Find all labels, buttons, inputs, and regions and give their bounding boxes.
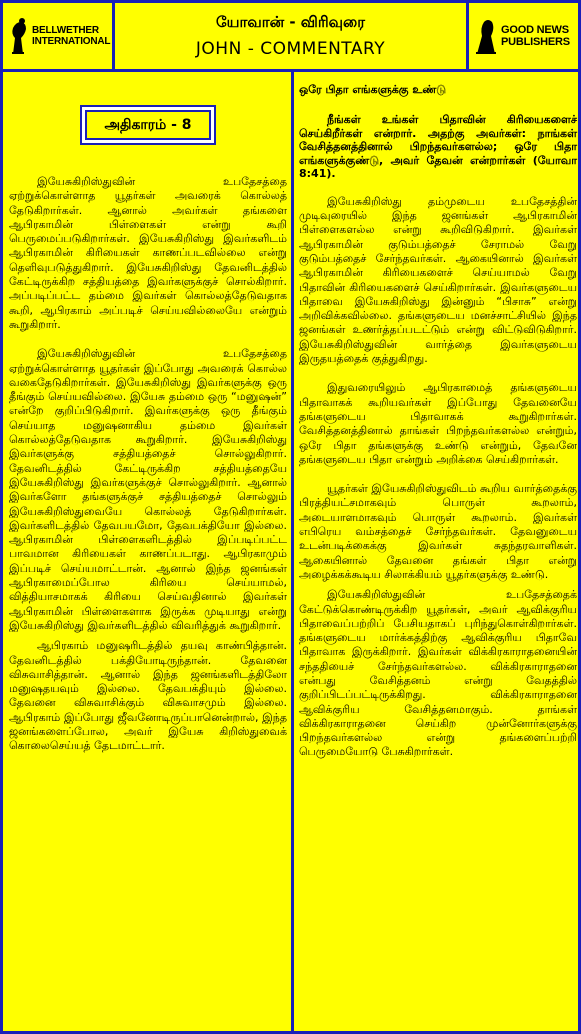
right-logo-box (466, 3, 578, 69)
right-paragraph-2: இதுவரையிலும் ஆபிரகாமைத் தங்களுடைய பிதாவாகக் கூறியவர்கள் இப்போது தேவனையே தங்களுடைய பிதாவாகக் கூறுகிறார்கள். வேசித்தனத்தினால் தாங்கள் பிறந்தவர்களல்ல என்றும், ஒரே பிதா தங்களுக்கு உண்டு என்றும், தேவனே தங்களுடைய பிதா என்றும் அறிக்கை செய்கிறார்கள். (299, 381, 577, 466)
bellwether-logo-text: BELLWETHER INTERNATIONAL (32, 25, 111, 47)
left-paragraph-1: இயேசுகிறிஸ்துவின் உபதேசத்தை ஏற்றுக்கொள்ளாத யூதர்கள் அவரைக் கொல்லத் தேடுகிறார்கள். ஆனால் அவர்கள் தங்களை ஆபிரகாமின் பிள்ளைகள் என்று கூறி பெருமைப்படுகிறார்கள். இயேசுகிறிஸ்து இவர்களிடம் ஆபிரகாமின் கிரியைகள் காணப்படவில்லை என்று தெளிவுபடுத்துகிறார். இயேசுகிறிஸ்து தேவனிடத்தில் கேட்டிருக்கிற சத்தியத்தை இவர்களுக்குச் சொல்கிறார். அப்படிப்பட்ட தம்மை இவர்கள் கொல்லத்தேடுவதாக கூறி, ஆபிரகாம் அப்படிச் செய்யவில்லையே என்றும் கூறுகிறார். (9, 175, 287, 331)
page-header (3, 3, 578, 72)
good-news-logo (474, 16, 573, 56)
title-box (115, 3, 466, 69)
bellwether-sheep-icon (7, 16, 29, 56)
right-column (299, 69, 577, 760)
good-news-logo-text: GOOD NEWS PUBLISHERS (501, 24, 570, 48)
right-paragraph-3: யூதர்கள் இயேசுகிறிஸ்துவிடம் கூறிய வார்த்தைக்கு பிரத்தியட்சமாகவும் பொருள் கூறலாம், அடையாளமாகவும் பொருள் கூறலாம். இவர்கள் எபிரெய வம்சத்தைச் சேர்ந்தவர்கள். தேவனுடைய உடன்படிக்கைக்கு இவர்கள் சுதந்தரவாளிகள். ஆகையினால் தேவனை தங்கள் பிதா என்று அழைக்கக்கூடிய சிலாக்கியம் யூதர்களுக்கு உண்டு. (299, 482, 577, 581)
left-logo-box (3, 3, 115, 69)
chapter-label: அதிகாரம் - 8 (85, 110, 211, 140)
chapter-box (80, 105, 216, 145)
scripture-quote: நீங்கள் உங்கள் பிதாவின் கிரியைகளைச் செய்கிறீர்கள் என்றார். அதற்கு அவர்கள்: நாங்கள் வேசித்தனத்தினால் பிறந்தவர்களல்ல; ஒரே பிதா எங்களுக்குண்டு, அவர் தேவன் என்றார்கள் (யோவா 8:41). (299, 113, 577, 181)
left-paragraph-3: ஆபிரகாம் மனுஷரிடத்தில் தயவு காண்பித்தான். தேவனிடத்தில் பக்தியோடிருந்தான். தேவனை விசுவாசித்தான். ஆனால் இந்த ஜனங்களிடத்திலோ மனுஷதயவும் இல்லை. தேவபக்தியும் இல்லை. தேவனை விசுவாசிக்கும் விசுவாசமும் இல்லை. ஆபிரகாம் இப்போது ஜீவனோடிருப்பானென்றால், இந்த ஜனங்களைப்போல, அவர் இயேசு கிறிஸ்துவைக் கொலைசெய்யத் தேடமாட்டார். (9, 639, 287, 753)
left-paragraph-2: இயேசுகிறிஸ்துவின் உபதேசத்தை ஏற்றுக்கொள்ளாத யூதர்கள் இப்போது அவரைக் கொல்ல வகைதேடுகிறார்கள். இயேசுகிறிஸ்து இவர்களுக்கு ஒரு தீங்கும் செய்யவில்லை. இயேசு தம்மை ஒரு “மனுஷன்” என்றே குறிப்பிடுகிறார். இவர்களுக்கு ஒரு தீங்கும் செய்யாத மனுஷனாகிய தம்மை இவர்கள் கொல்லத்தேடுவதாக கூறுகிறார். இயேசுகிறிஸ்து இவர்களுக்கு சத்தியத்தைச் சொல்லுகிறார். தேவனிடத்தில் கேட்டிருக்கிற சத்தியத்தையே இயேசுகிறிஸ்து இவர்களுக்குச் சொல்லுகிறார். ஆனால் இவர்களோ தங்களுக்குச் சத்தியத்தைச் சொல்லும் இயேசுகிறிஸ்துவையே கொல்லத் தேடுகிறார்கள். இவர்களிடத்தில் தேவபயமோ, தேவபக்தியோ இல்லை. ஆபிரகாமின் பிள்ளைகளிடத்தில் இப்படிப்பட்ட பாவமான கிரியைகள் காணப்படாது. ஆபிரகாமும் இப்படிச் செய்யமாட்டான். ஆனால் இந்த ஜனங்கள் ஆபிரகாமைப்போல கிரியை செய்யாமல், வித்தியாசமாகக் கிரியை செய்வதினால் இவர்கள் ஆபிரகாமின் பிள்ளைகளாக இருக்க முடியாது என்று இயேசுகிறிஸ்து இவர்களிடத்தில் விவரித்துக் கூறுகிறார். (9, 347, 287, 632)
left-column (9, 69, 287, 754)
title-tamil: யோவான் - விரிவுரை (216, 13, 365, 31)
good-news-emblem-icon (474, 16, 498, 56)
bellwether-logo (7, 16, 111, 56)
title-english: JOHN - COMMENTARY (195, 39, 386, 59)
column-divider (291, 69, 294, 1034)
right-paragraph-1: இயேசுகிறிஸ்து தம்முடைய உபதேசத்தின் முடிவுரையில் இந்த ஜனங்கள் ஆபிரகாமின் பிள்ளைகளல்ல என்று கூறிவிடுகிறார். இவர்கள் ஆபிரகாமின் குடும்பத்தைச் சேராமல் வேறு குடும்பத்தைச் சேர்ந்தவர்கள். ஆகையினால் இவர்கள் ஆபிரகாமின் கிரியைகளைச் செய்யாமல் வேறு பிதாவின் கிரியைகளைச் செய்கிறார்கள். இவர்களுடைய பிதாவை இயேசுகிறிஸ்து இன்னும் “பிசாசு” என்று அறிவிக்கவில்லை. தங்களுடைய மனச்சாட்சியில் இந்த ஜனங்கள் உணர்த்தப்படட்டும் என்று விட்டுவிடுகிறார். இயேசுகிறிஸ்துவின் வார்த்தை இவர்களுடைய இருதயத்தைக் குத்துகிறது. (299, 194, 577, 366)
right-paragraph-4: இயேசுகிறிஸ்துவின் உபதேசத்தைக் கேட்டுக்கொண்டிருக்கிற யூதர்கள், அவர் ஆவிக்குரிய பிதாவைப்பற்றிப் பேசியதாகப் புரிந்துகொள்கிறார்கள். தங்களுடைய மார்க்கத்திற்கு ஆவிக்குரிய பிதாவே பிதாவாக இருக்கிறார். இவர்கள் விக்கிரகாராதனையின் சந்ததியைச் சேர்ந்தவர்களல்ல. விக்கிரகாராதனை என்பது வேசித்தனம் என்று வேதத்தில் குறிப்பிடப்பட்டிருக்கிறது. விக்கிரகாராதனை ஆவிக்குரிய வேசித்தனமாகும். தாங்கள் விக்கிரகாராதனை செய்கிற முன்னோர்களுக்கு பிறந்தவர்களல்ல என்று தங்களைப்பற்றி பெருமையோடு பேசுகிறார்கள். (299, 588, 577, 759)
section-heading: ஒரே பிதா எங்களுக்கு உண்டு (299, 83, 447, 96)
